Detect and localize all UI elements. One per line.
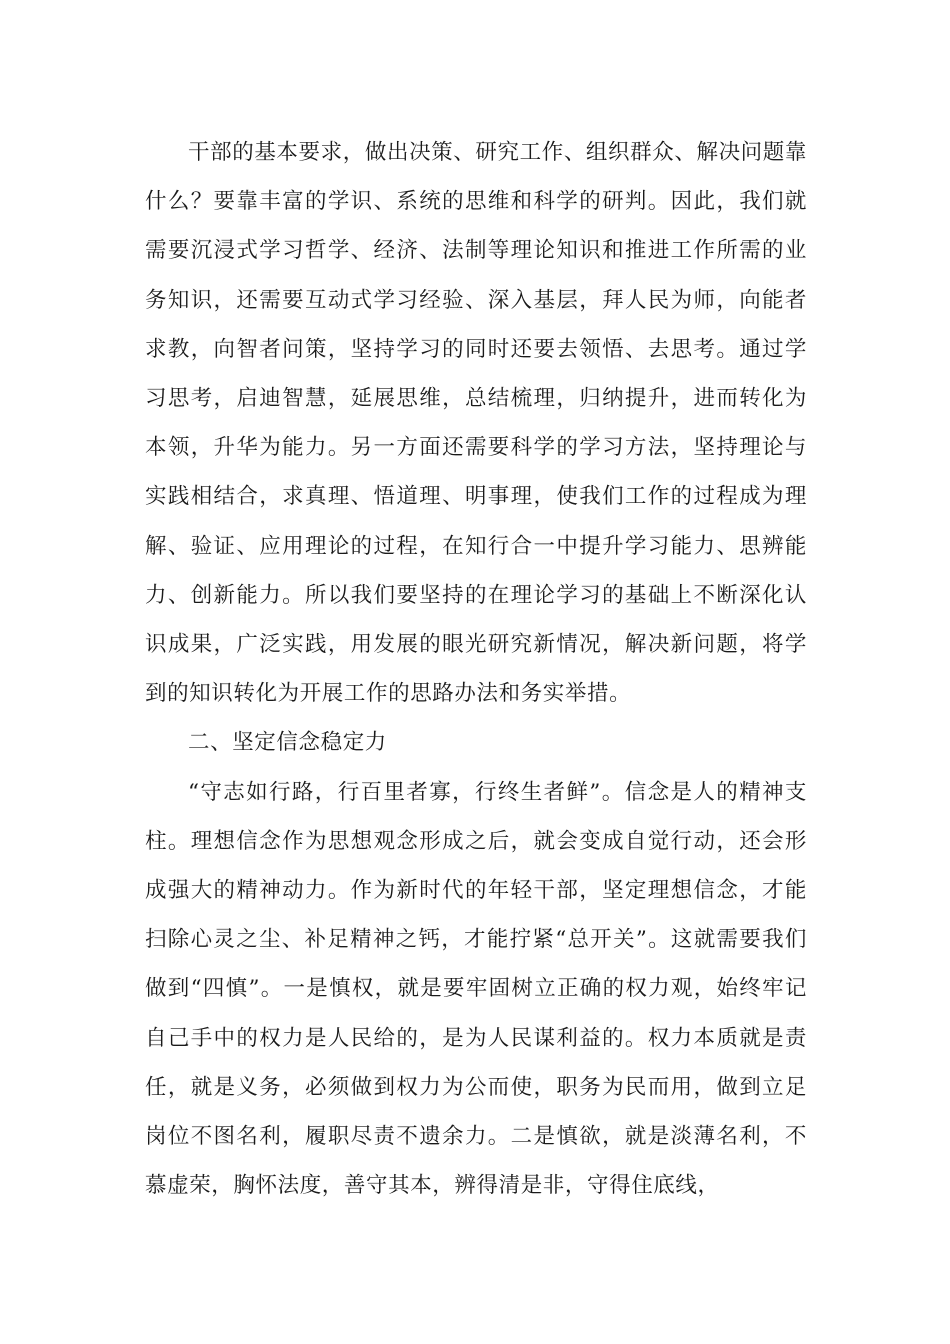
section-heading: 二、坚定信念稳定力 [188,730,387,756]
paragraph-study: 干部的基本要求，做出决策、研究工作、组织群众、解决问题靠什么？要靠丰富的学识、系统的思维和科学的研判。因此，我们就需要沉浸式学习哲学、经济、法制等理论知识和推进工作所需的业务知识，还需要互动式学习经验、深入基层，拜人民为师，向能者求教，向智者问策，坚持学习的同时还要去领悟、去思考。通过学习思考，启迪智慧，延展思维，总结梳理，归纳提升，进而转化为本领，升华为能力。另一方面还需要科学的学习方法，坚持理论与实践相结合，求真理、悟道理、明事理，使我们工作的过程成为理解、验证、应用理论的过程，在知行合一中提升学习能力、思辨能力、创新能力。所以我们要坚持的在理论学习的基础上不断深化认识成果，广泛实践，用发展的眼光研究新情况，解决新问题，将学到的知识转化为开展工作的思路办法和务实举措。 [145,140,807,707]
document-body [145,128,807,1210]
paragraph-belief: “守志如行路，行百里者寡，行终生者鲜”。信念是人的精神支柱。理想信念作为思想观念形成之后，就会变成自觉行动，还会形成强大的精神动力。作为新时代的年轻干部，坚定理想信念，才能扫除心灵之尘、补足精神之钙，才能拧紧“总开关”。这就需要我们做到“四慎”。一是慎权，就是要牢固树立正确的权力观，始终牢记自己手中的权力是人民给的，是为人民谋利益的。权力本质就是责任，就是义务，必须做到权力为公而使，职务为民而用，做到立足岗位不图名利，履职尽责不遗余力。二是慎欲，就是淡薄名利，不慕虚荣，胸怀法度，善守其本，辨得清是非，守得住底线， [145,779,807,1199]
